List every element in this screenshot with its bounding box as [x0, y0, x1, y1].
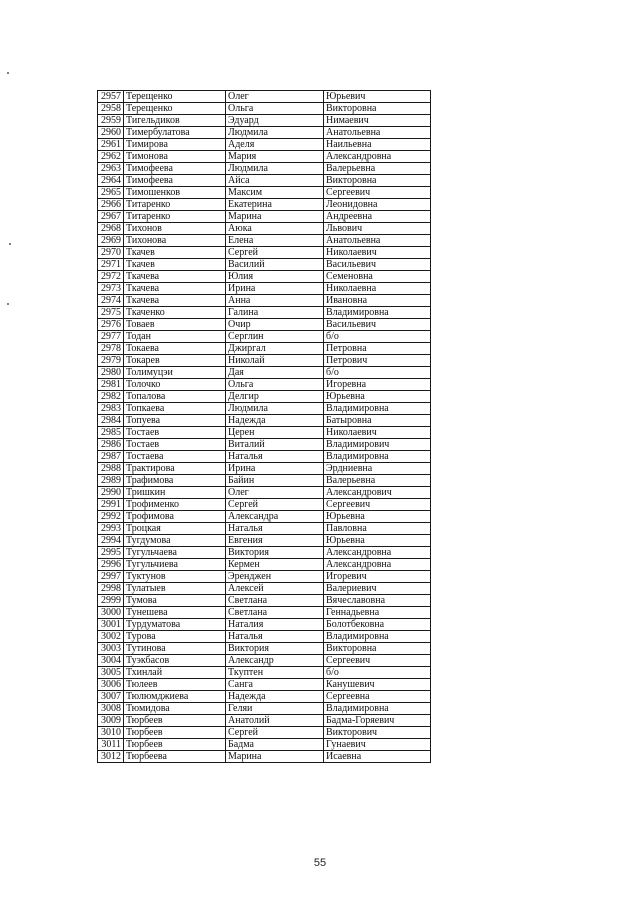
- table-row: [98, 739, 431, 751]
- surname-cell: Тимошенков: [124, 187, 226, 199]
- table-row: [98, 211, 431, 223]
- table-row: [98, 547, 431, 559]
- first-name-cell: Кермен: [226, 559, 324, 571]
- patronymic-cell: Викторовна: [324, 643, 431, 655]
- scan-speck: [9, 243, 11, 245]
- surname-cell: Толочко: [124, 379, 226, 391]
- row-number-cell: 2965: [98, 187, 124, 199]
- first-name-cell: Сергей: [226, 247, 324, 259]
- table-row: [98, 259, 431, 271]
- patronymic-cell: Васильевич: [324, 259, 431, 271]
- table-row: [98, 151, 431, 163]
- row-number-cell: 3002: [98, 631, 124, 643]
- patronymic-cell: Валерьевна: [324, 475, 431, 487]
- first-name-cell: Делгир: [226, 391, 324, 403]
- row-number-cell: 3009: [98, 715, 124, 727]
- table-row: [98, 631, 431, 643]
- surname-cell: Терещенко: [124, 91, 226, 103]
- patronymic-cell: Сергеевич: [324, 187, 431, 199]
- surname-cell: Тимербулатова: [124, 127, 226, 139]
- patronymic-cell: Васильевич: [324, 319, 431, 331]
- patronymic-cell: б/о: [324, 367, 431, 379]
- row-number-cell: 2989: [98, 475, 124, 487]
- surname-cell: Ткаченко: [124, 307, 226, 319]
- row-number-cell: 2962: [98, 151, 124, 163]
- first-name-cell: Геляи: [226, 703, 324, 715]
- surname-cell: Тулатыев: [124, 583, 226, 595]
- patronymic-cell: Викторовна: [324, 103, 431, 115]
- surname-cell: Токарев: [124, 355, 226, 367]
- first-name-cell: Аюка: [226, 223, 324, 235]
- row-number-cell: 3003: [98, 643, 124, 655]
- page-number: 55: [313, 857, 327, 869]
- patronymic-cell: Валериевич: [324, 583, 431, 595]
- table-row: [98, 751, 431, 763]
- row-number-cell: 2982: [98, 391, 124, 403]
- surname-cell: Тодан: [124, 331, 226, 343]
- row-number-cell: 2998: [98, 583, 124, 595]
- first-name-cell: Василий: [226, 259, 324, 271]
- table-row: [98, 91, 431, 103]
- surname-cell: Тугульчаева: [124, 547, 226, 559]
- table-row: [98, 703, 431, 715]
- patronymic-cell: Бадма-Горяевич: [324, 715, 431, 727]
- table-row: [98, 727, 431, 739]
- patronymic-cell: Ивановна: [324, 295, 431, 307]
- surname-cell: Тунешева: [124, 607, 226, 619]
- surname-cell: Тостаев: [124, 439, 226, 451]
- table-row: [98, 667, 431, 679]
- surname-cell: Ткачева: [124, 271, 226, 283]
- first-name-cell: Людмила: [226, 163, 324, 175]
- surname-cell: Троцкая: [124, 523, 226, 535]
- table-row: [98, 367, 431, 379]
- table-row: [98, 679, 431, 691]
- roster-table-body: [98, 91, 431, 763]
- table-row: [98, 163, 431, 175]
- surname-cell: Тостаев: [124, 427, 226, 439]
- row-number-cell: 2960: [98, 127, 124, 139]
- table-row: [98, 451, 431, 463]
- row-number-cell: 2986: [98, 439, 124, 451]
- patronymic-cell: Эрдниевна: [324, 463, 431, 475]
- first-name-cell: Серглин: [226, 331, 324, 343]
- table-row: [98, 427, 431, 439]
- first-name-cell: Эренджен: [226, 571, 324, 583]
- first-name-cell: Дая: [226, 367, 324, 379]
- first-name-cell: Санга: [226, 679, 324, 691]
- surname-cell: Тюрбеева: [124, 751, 226, 763]
- row-number-cell: 2981: [98, 379, 124, 391]
- patronymic-cell: Юрьевна: [324, 535, 431, 547]
- row-number-cell: 3010: [98, 727, 124, 739]
- surname-cell: Тугдумова: [124, 535, 226, 547]
- table-row: [98, 379, 431, 391]
- first-name-cell: Аделя: [226, 139, 324, 151]
- patronymic-cell: Викторович: [324, 727, 431, 739]
- row-number-cell: 2964: [98, 175, 124, 187]
- patronymic-cell: Батыровна: [324, 415, 431, 427]
- first-name-cell: Анна: [226, 295, 324, 307]
- table-row: [98, 643, 431, 655]
- first-name-cell: Марина: [226, 211, 324, 223]
- surname-cell: Трофименко: [124, 499, 226, 511]
- row-number-cell: 2961: [98, 139, 124, 151]
- first-name-cell: Людмила: [226, 127, 324, 139]
- first-name-cell: Виктория: [226, 547, 324, 559]
- table-row: [98, 175, 431, 187]
- surname-cell: Токаева: [124, 343, 226, 355]
- patronymic-cell: Владимировна: [324, 703, 431, 715]
- patronymic-cell: Александровна: [324, 151, 431, 163]
- table-row: [98, 607, 431, 619]
- row-number-cell: 2996: [98, 559, 124, 571]
- row-number-cell: 3008: [98, 703, 124, 715]
- row-number-cell: 3000: [98, 607, 124, 619]
- patronymic-cell: Исаевна: [324, 751, 431, 763]
- row-number-cell: 2984: [98, 415, 124, 427]
- patronymic-cell: Петрович: [324, 355, 431, 367]
- patronymic-cell: Александрович: [324, 487, 431, 499]
- row-number-cell: 2967: [98, 211, 124, 223]
- first-name-cell: Светлана: [226, 595, 324, 607]
- patronymic-cell: Наильевна: [324, 139, 431, 151]
- surname-cell: Тюрбеев: [124, 739, 226, 751]
- patronymic-cell: Болотбековна: [324, 619, 431, 631]
- first-name-cell: Евгения: [226, 535, 324, 547]
- first-name-cell: Айса: [226, 175, 324, 187]
- table-row: [98, 391, 431, 403]
- table-row: [98, 511, 431, 523]
- first-name-cell: Николай: [226, 355, 324, 367]
- row-number-cell: 2990: [98, 487, 124, 499]
- patronymic-cell: б/о: [324, 667, 431, 679]
- row-number-cell: 2977: [98, 331, 124, 343]
- table-row: [98, 307, 431, 319]
- patronymic-cell: Геннадьевна: [324, 607, 431, 619]
- table-row: [98, 139, 431, 151]
- row-number-cell: 2971: [98, 259, 124, 271]
- surname-cell: Топалова: [124, 391, 226, 403]
- surname-cell: Тришкин: [124, 487, 226, 499]
- surname-cell: Титаренко: [124, 211, 226, 223]
- first-name-cell: Марина: [226, 751, 324, 763]
- table-row: [98, 343, 431, 355]
- surname-cell: Тутинова: [124, 643, 226, 655]
- row-number-cell: 2972: [98, 271, 124, 283]
- first-name-cell: Церен: [226, 427, 324, 439]
- row-number-cell: 3006: [98, 679, 124, 691]
- row-number-cell: 2969: [98, 235, 124, 247]
- surname-cell: Товаев: [124, 319, 226, 331]
- patronymic-cell: Нимаевич: [324, 115, 431, 127]
- surname-cell: Тихонова: [124, 235, 226, 247]
- roster-table: [97, 90, 431, 763]
- first-name-cell: Алексей: [226, 583, 324, 595]
- first-name-cell: Олег: [226, 487, 324, 499]
- first-name-cell: Ткуптен: [226, 667, 324, 679]
- table-row: [98, 187, 431, 199]
- surname-cell: Тюрбеев: [124, 715, 226, 727]
- row-number-cell: 2987: [98, 451, 124, 463]
- table-row: [98, 559, 431, 571]
- first-name-cell: Олег: [226, 91, 324, 103]
- row-number-cell: 2988: [98, 463, 124, 475]
- table-row: [98, 103, 431, 115]
- row-number-cell: 3005: [98, 667, 124, 679]
- table-row: [98, 583, 431, 595]
- first-name-cell: Эдуард: [226, 115, 324, 127]
- row-number-cell: 2994: [98, 535, 124, 547]
- row-number-cell: 2997: [98, 571, 124, 583]
- surname-cell: Тюмидова: [124, 703, 226, 715]
- first-name-cell: Надежда: [226, 415, 324, 427]
- surname-cell: Тумова: [124, 595, 226, 607]
- first-name-cell: Виктория: [226, 643, 324, 655]
- surname-cell: Трафимова: [124, 475, 226, 487]
- first-name-cell: Бадма: [226, 739, 324, 751]
- surname-cell: Тостаева: [124, 451, 226, 463]
- surname-cell: Ткачева: [124, 295, 226, 307]
- surname-cell: Трактирова: [124, 463, 226, 475]
- patronymic-cell: Владимирович: [324, 439, 431, 451]
- surname-cell: Тюлеев: [124, 679, 226, 691]
- surname-cell: Тугульчиева: [124, 559, 226, 571]
- row-number-cell: 2976: [98, 319, 124, 331]
- table-row: [98, 655, 431, 667]
- patronymic-cell: Игоревич: [324, 571, 431, 583]
- patronymic-cell: Юрьевич: [324, 91, 431, 103]
- first-name-cell: Александра: [226, 511, 324, 523]
- first-name-cell: Елена: [226, 235, 324, 247]
- surname-cell: Туэкбасов: [124, 655, 226, 667]
- first-name-cell: Сергей: [226, 499, 324, 511]
- row-number-cell: 2999: [98, 595, 124, 607]
- first-name-cell: Ирина: [226, 463, 324, 475]
- surname-cell: Ткачев: [124, 247, 226, 259]
- row-number-cell: 2966: [98, 199, 124, 211]
- surname-cell: Трофимова: [124, 511, 226, 523]
- table-row: [98, 535, 431, 547]
- first-name-cell: Александр: [226, 655, 324, 667]
- table-row: [98, 223, 431, 235]
- row-number-cell: 2980: [98, 367, 124, 379]
- row-number-cell: 2957: [98, 91, 124, 103]
- surname-cell: Топкаева: [124, 403, 226, 415]
- table-row: [98, 283, 431, 295]
- first-name-cell: Ирина: [226, 283, 324, 295]
- first-name-cell: Анатолий: [226, 715, 324, 727]
- patronymic-cell: Вячеславовна: [324, 595, 431, 607]
- table-row: [98, 355, 431, 367]
- first-name-cell: Виталий: [226, 439, 324, 451]
- patronymic-cell: Павловна: [324, 523, 431, 535]
- table-row: [98, 319, 431, 331]
- first-name-cell: Ольга: [226, 379, 324, 391]
- row-number-cell: 2974: [98, 295, 124, 307]
- patronymic-cell: Викторовна: [324, 175, 431, 187]
- row-number-cell: 2963: [98, 163, 124, 175]
- patronymic-cell: Николаевич: [324, 427, 431, 439]
- patronymic-cell: Владимировна: [324, 451, 431, 463]
- table-row: [98, 691, 431, 703]
- first-name-cell: Джиргал: [226, 343, 324, 355]
- table-row: [98, 235, 431, 247]
- row-number-cell: 2975: [98, 307, 124, 319]
- patronymic-cell: Семеновна: [324, 271, 431, 283]
- patronymic-cell: Леонидовна: [324, 199, 431, 211]
- table-row: [98, 523, 431, 535]
- patronymic-cell: Игоревна: [324, 379, 431, 391]
- patronymic-cell: Валерьевна: [324, 163, 431, 175]
- patronymic-cell: Андреевна: [324, 211, 431, 223]
- surname-cell: Толимуцэи: [124, 367, 226, 379]
- patronymic-cell: Владимировна: [324, 403, 431, 415]
- first-name-cell: Ольга: [226, 103, 324, 115]
- patronymic-cell: Владимировна: [324, 631, 431, 643]
- table-row: [98, 487, 431, 499]
- row-number-cell: 2992: [98, 511, 124, 523]
- first-name-cell: Надежда: [226, 691, 324, 703]
- table-row: [98, 619, 431, 631]
- first-name-cell: Екатерина: [226, 199, 324, 211]
- first-name-cell: Юлия: [226, 271, 324, 283]
- patronymic-cell: Сергеевна: [324, 691, 431, 703]
- patronymic-cell: Анатольевна: [324, 127, 431, 139]
- first-name-cell: Сергей: [226, 727, 324, 739]
- table-row: [98, 199, 431, 211]
- patronymic-cell: Юрьевна: [324, 511, 431, 523]
- surname-cell: Тюрбеев: [124, 727, 226, 739]
- surname-cell: Титаренко: [124, 199, 226, 211]
- table-row: [98, 439, 431, 451]
- row-number-cell: 2979: [98, 355, 124, 367]
- first-name-cell: Максим: [226, 187, 324, 199]
- patronymic-cell: Канушевич: [324, 679, 431, 691]
- scan-speck: [7, 303, 9, 305]
- surname-cell: Тимонова: [124, 151, 226, 163]
- first-name-cell: Наталья: [226, 451, 324, 463]
- patronymic-cell: Гунаевич: [324, 739, 431, 751]
- surname-cell: Турдуматова: [124, 619, 226, 631]
- patronymic-cell: Николаевич: [324, 247, 431, 259]
- table-row: [98, 331, 431, 343]
- surname-cell: Тюлюмджиева: [124, 691, 226, 703]
- table-row: [98, 595, 431, 607]
- patronymic-cell: Сергеевич: [324, 655, 431, 667]
- row-number-cell: 3004: [98, 655, 124, 667]
- patronymic-cell: Львович: [324, 223, 431, 235]
- table-row: [98, 415, 431, 427]
- surname-cell: Тимофеева: [124, 175, 226, 187]
- table-row: [98, 247, 431, 259]
- table-row: [98, 127, 431, 139]
- patronymic-cell: Александровна: [324, 547, 431, 559]
- row-number-cell: 2959: [98, 115, 124, 127]
- row-number-cell: 2958: [98, 103, 124, 115]
- table-row: [98, 475, 431, 487]
- table-row: [98, 271, 431, 283]
- patronymic-cell: Петровна: [324, 343, 431, 355]
- first-name-cell: Наталия: [226, 619, 324, 631]
- surname-cell: Ткачев: [124, 259, 226, 271]
- first-name-cell: Очир: [226, 319, 324, 331]
- first-name-cell: Светлана: [226, 607, 324, 619]
- patronymic-cell: Владимировна: [324, 307, 431, 319]
- row-number-cell: 2993: [98, 523, 124, 535]
- patronymic-cell: Сергеевич: [324, 499, 431, 511]
- row-number-cell: 2970: [98, 247, 124, 259]
- first-name-cell: Мария: [226, 151, 324, 163]
- surname-cell: Турова: [124, 631, 226, 643]
- row-number-cell: 2978: [98, 343, 124, 355]
- surname-cell: Топуева: [124, 415, 226, 427]
- surname-cell: Терещенко: [124, 103, 226, 115]
- surname-cell: Туктунов: [124, 571, 226, 583]
- surname-cell: Тихонов: [124, 223, 226, 235]
- table-row: [98, 499, 431, 511]
- surname-cell: Тимофеева: [124, 163, 226, 175]
- row-number-cell: 2995: [98, 547, 124, 559]
- row-number-cell: 3012: [98, 751, 124, 763]
- patronymic-cell: Анатольевна: [324, 235, 431, 247]
- patronymic-cell: Николаевна: [324, 283, 431, 295]
- surname-cell: Тимирова: [124, 139, 226, 151]
- row-number-cell: 2968: [98, 223, 124, 235]
- first-name-cell: Галина: [226, 307, 324, 319]
- surname-cell: Тхинлай: [124, 667, 226, 679]
- first-name-cell: Наталья: [226, 523, 324, 535]
- table-row: [98, 115, 431, 127]
- patronymic-cell: Александровна: [324, 559, 431, 571]
- surname-cell: Тигельдиков: [124, 115, 226, 127]
- row-number-cell: 2985: [98, 427, 124, 439]
- row-number-cell: 3011: [98, 739, 124, 751]
- row-number-cell: 2983: [98, 403, 124, 415]
- table-row: [98, 295, 431, 307]
- patronymic-cell: Юрьевна: [324, 391, 431, 403]
- surname-cell: Ткачева: [124, 283, 226, 295]
- table-row: [98, 571, 431, 583]
- row-number-cell: 3007: [98, 691, 124, 703]
- patronymic-cell: б/о: [324, 331, 431, 343]
- scan-speck: [7, 72, 9, 74]
- row-number-cell: 2991: [98, 499, 124, 511]
- table-row: [98, 403, 431, 415]
- table-row: [98, 715, 431, 727]
- table-row: [98, 463, 431, 475]
- first-name-cell: Людмила: [226, 403, 324, 415]
- first-name-cell: Наталья: [226, 631, 324, 643]
- first-name-cell: Байин: [226, 475, 324, 487]
- row-number-cell: 2973: [98, 283, 124, 295]
- row-number-cell: 3001: [98, 619, 124, 631]
